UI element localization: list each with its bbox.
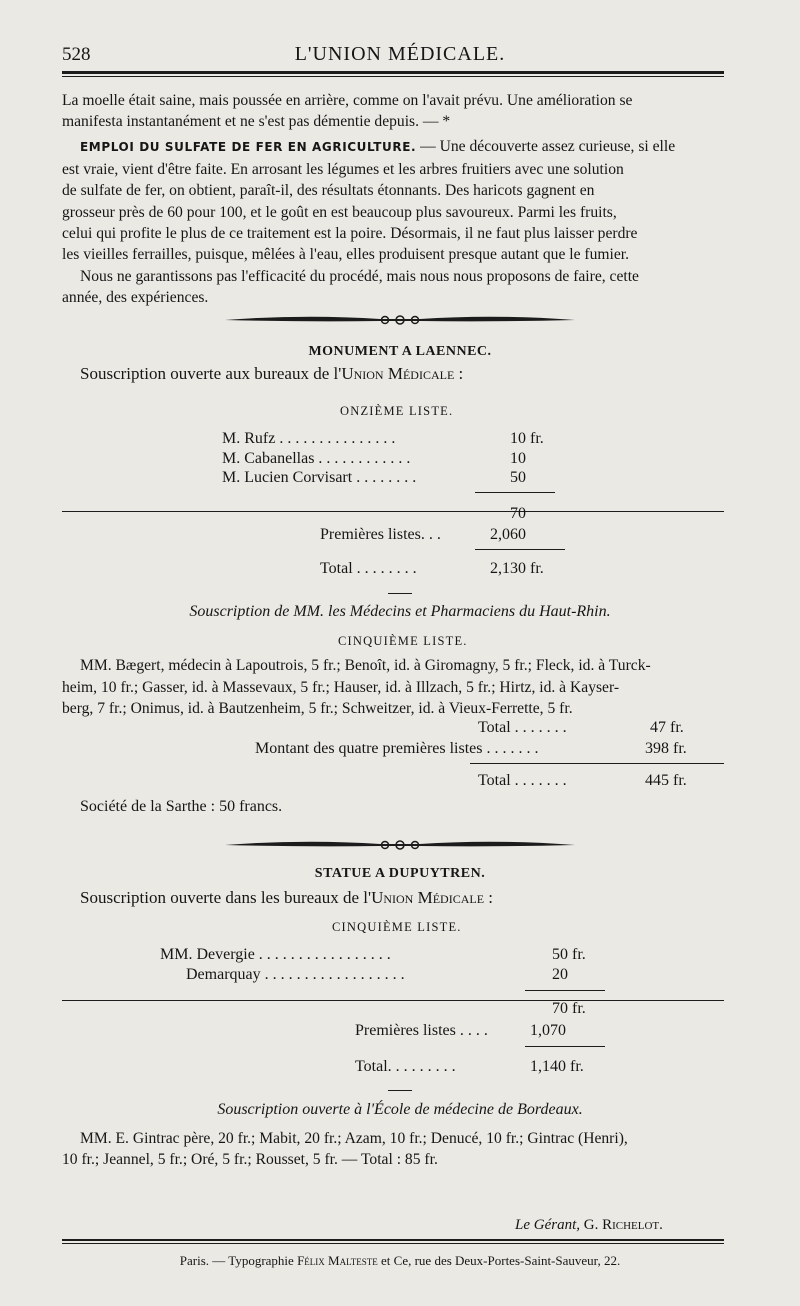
donor-name: M. Rufz [222, 430, 276, 447]
laennec-donor-3-amount: 50 [510, 469, 526, 486]
dupuytren-list-title: CINQUIÈME LISTE. [332, 920, 462, 934]
sum-rule [525, 990, 605, 991]
dupuytren-donor-1-amount [552, 946, 586, 964]
dupuytren-subscription-suffix: : [484, 888, 494, 907]
laennec-previous-amount: 2,060 [490, 526, 526, 543]
running-title: L'UNION MÉDICALE. [294, 43, 506, 65]
laennec-subscription-suffix: : [454, 364, 464, 383]
donor-name: Demarquay [186, 966, 261, 983]
hautrhin-grand-amount: 445 fr. [645, 772, 687, 789]
imprint [0, 1253, 800, 1269]
header-rule-thin [62, 76, 724, 77]
dupuytren-total-label: Total. . . . . . . . . [355, 1058, 456, 1075]
laennec-subscription-journal: Union Médicale [341, 364, 455, 383]
signature [515, 1217, 663, 1234]
leader-dots: . . . . . . . . . . . . [318, 450, 411, 467]
dupuytren-donor-2 [186, 966, 405, 984]
dupuytren-subscription [80, 888, 493, 908]
dupuytren-subscription-prefix: Souscription ouverte dans les bureaux de l' [80, 888, 372, 907]
total-unit: fr. [530, 560, 544, 577]
laennec-sum: 70 [510, 505, 526, 522]
intro-line-1: La moelle était saine, mais poussée en arrière, comme on l'avait prévu. Une amélioration se [62, 92, 633, 109]
sulfate-line-3: de sulfate de fer, on obtient, paraît-il, des résultats étonnants. Des haricots gagnent en [62, 182, 595, 199]
sarthe-text: Société de la Sarthe : 50 francs. [80, 798, 283, 815]
donor-amount: 50 [552, 946, 568, 963]
sulfate-line-4: grosseur près de 60 pour 100, et le goût en est beaucoup plus savoureux. Parmi les fruits, [62, 204, 617, 221]
donor-amount: 10 [510, 430, 526, 447]
intro-line-2: manifesta instantanément et ne s'est pas démentie depuis. — * [62, 113, 451, 130]
laennec-donor-1-amount [510, 430, 544, 448]
hautrhin-previous-label: Montant des quatre premières listes . . . . . . . [255, 740, 539, 757]
total-rule [475, 549, 565, 550]
hautrhin-line-1: MM. Bægert, médecin à Lapoutrois, 5 fr.; Benoît, id. à Giromagny, 5 fr.; Fleck, id. à Turck- [80, 657, 651, 674]
dupuytren-total-amount [530, 1058, 584, 1076]
laennec-previous-label: Premières listes. . . [320, 526, 441, 543]
donor-unit: fr. [530, 430, 544, 447]
laennec-total-amount [490, 560, 544, 578]
imprint-dash: — Typographie [209, 1253, 298, 1268]
sulfate-line-2: est vraie, vient d'être faite. En arrosant les légumes et les arbres fruitiers avec une solution [62, 161, 624, 178]
laennec-donor-2-amount: 10 [510, 450, 526, 467]
signature-name: G. Richelot. [583, 1217, 663, 1233]
total-unit: fr. [570, 1058, 584, 1075]
donor-unit: fr. [572, 946, 586, 963]
sum-rule [475, 492, 555, 493]
laennec-donor-1 [222, 430, 395, 448]
total-rule [525, 1046, 605, 1047]
laennec-subscription [80, 364, 463, 384]
bordeaux-line-2: 10 fr.; Jeannel, 5 fr.; Oré, 5 fr.; Rousset, 5 fr. — Total : 85 fr. [62, 1151, 438, 1168]
sulfate-line-6: les vieilles ferrailles, puisque, mêlées à l'eau, elles produisent presque autant que le fumier. [62, 246, 630, 263]
short-rule [388, 593, 412, 594]
section-rule [62, 511, 724, 512]
laennec-donor-3 [222, 469, 416, 487]
bordeaux-line-1: MM. E. Gintrac père, 20 fr.; Mabit, 20 fr.; Azam, 10 fr.; Denucé, 10 fr.; Gintrac (Henri), [80, 1130, 628, 1147]
laennec-title: MONUMENT A LAENNEC. [308, 344, 492, 359]
leader-dots: . . . . . . . . . . . . . . . [279, 430, 396, 447]
dupuytren-subscription-journal: Union Médicale [371, 888, 485, 907]
hautrhin-line-2: heim, 10 fr.; Gasser, id. à Massevaux, 5 fr.; Hauser, id. à Illzach, 5 fr.; Hirtz, id. à Kayser- [62, 679, 620, 696]
short-rule [388, 1090, 412, 1091]
donor-name: M. Cabanellas [222, 450, 315, 467]
donor-name: MM. Devergie [160, 946, 255, 963]
header-rule [62, 71, 724, 74]
donor-name: M. Lucien Corvisart [222, 469, 353, 486]
total-rule [470, 763, 724, 764]
laennec-donor-2 [222, 450, 410, 468]
hautrhin-title: Souscription de MM. les Médecins et Pharmaciens du Haut-Rhin. [189, 603, 611, 620]
sulfate-heading: EMPLOI DU SULFATE DE FER EN AGRICULTURE. [80, 140, 417, 154]
sulfate-p2-line-1: Nous ne garantissons pas l'efficacité du procédé, mais nous nous proposons de faire, cette [80, 268, 639, 285]
sulfate-p2-line-2: année, des expériences. [62, 289, 209, 306]
signature-label: Le Gérant, [515, 1217, 580, 1233]
dupuytren-previous-amount: 1,070 [530, 1022, 566, 1039]
section-rule [62, 1000, 724, 1001]
hautrhin-line-3: berg, 7 fr.; Onimus, id. à Bautzenheim, 5 fr.; Schweitzer, id. à Vieux-Ferrette, 5 fr. [62, 700, 573, 717]
leader-dots: . . . . . . . . . . . . . . . . . . [264, 966, 405, 983]
dupuytren-donor-2-amount: 20 [552, 966, 568, 983]
hautrhin-total-label: Total . . . . . . . [478, 719, 567, 736]
laennec-total-label: Total . . . . . . . . [320, 560, 417, 577]
bordeaux-title: Souscription ouverte à l'École de médecine de Bordeaux. [217, 1101, 583, 1118]
imprint-printer: Félix Malteste [297, 1253, 378, 1268]
dupuytren-previous-label: Premières listes . . . . [355, 1022, 488, 1039]
leader-dots: . . . . . . . . . . . . . . . . . [258, 946, 391, 963]
hautrhin-list-title: CINQUIÈME LISTE. [338, 634, 468, 648]
footer-rule [62, 1239, 724, 1241]
sulfate-line-5: celui qui profite le plus de ce traitement est la poire. Désormais, il ne faut plus laisser perdre [62, 225, 638, 242]
sulfate-text-1: — Une découverte assez curieuse, si elle [420, 138, 676, 155]
total-amount: 1,140 [530, 1058, 566, 1075]
ornament-divider [225, 310, 575, 330]
sulfate-line-1 [80, 138, 675, 156]
dupuytren-title: STATUE A DUPUYTREN. [314, 866, 486, 881]
imprint-city: Paris. [179, 1253, 210, 1268]
imprint-address: et Ce, rue des Deux-Portes-Saint-Sauveur, 22. [377, 1253, 621, 1268]
page-number: 528 [62, 44, 91, 65]
dupuytren-sum: 70 fr. [552, 1000, 586, 1017]
hautrhin-total-amount: 47 fr. [650, 719, 684, 736]
laennec-subscription-prefix: Souscription ouverte aux bureaux de l' [80, 364, 342, 383]
total-amount: 2,130 [490, 560, 526, 577]
hautrhin-previous-amount: 398 fr. [645, 740, 687, 757]
footer-rule-thin [62, 1243, 724, 1244]
ornament-divider [225, 835, 575, 855]
leader-dots: . . . . . . . . [356, 469, 417, 486]
dupuytren-donor-1 [160, 946, 391, 964]
laennec-list-title: ONZIÈME LISTE. [340, 404, 454, 418]
hautrhin-grand-label: Total . . . . . . . [478, 772, 567, 789]
